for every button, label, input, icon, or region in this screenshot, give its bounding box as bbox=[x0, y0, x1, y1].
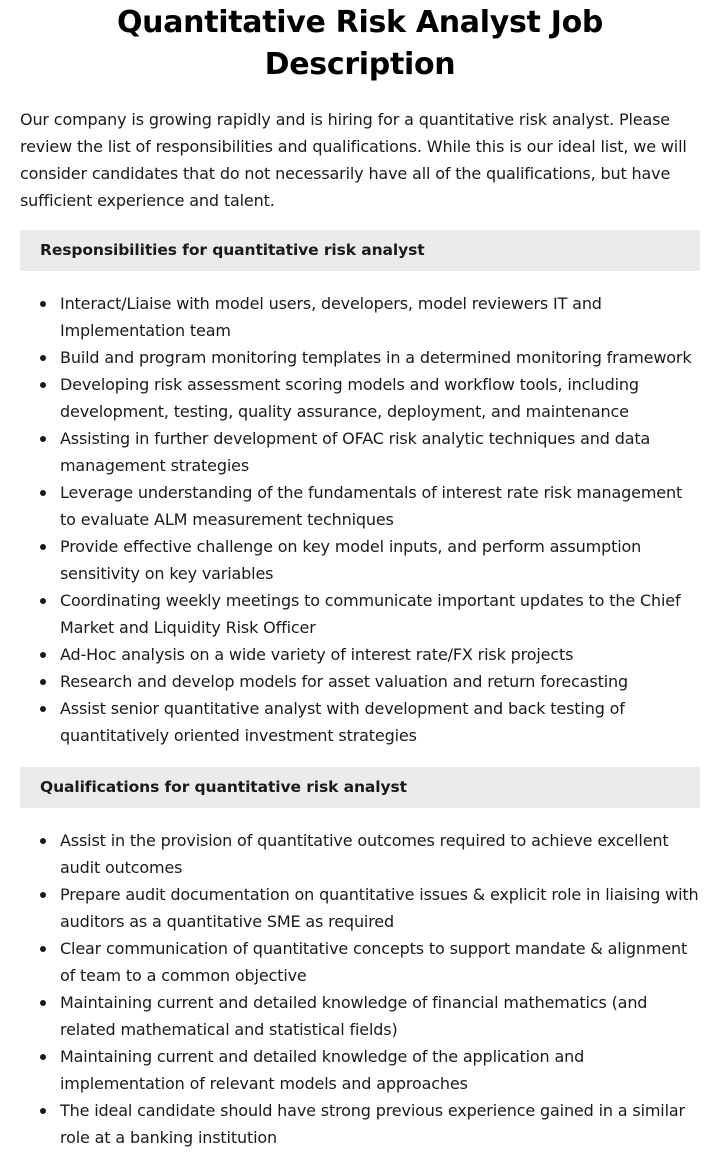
list-item-text: Build and program monitoring templates in a determined monitoring framework bbox=[60, 348, 692, 367]
qualifications-heading: Qualifications for quantitative risk analyst bbox=[20, 767, 700, 808]
bullet-icon bbox=[40, 544, 46, 550]
bullet-icon bbox=[40, 838, 46, 844]
list-item-text: The ideal candidate should have strong previous experience gained in a similar role at a banking institution bbox=[60, 1101, 685, 1147]
list-item-text: Maintaining current and detailed knowledge of the application and implementation of relevant models and approaches bbox=[60, 1047, 585, 1093]
list-item bbox=[20, 827, 700, 881]
bullet-icon bbox=[40, 946, 46, 952]
list-item bbox=[20, 881, 700, 935]
bullet-icon bbox=[40, 1000, 46, 1006]
bullet-icon bbox=[40, 679, 46, 685]
list-item bbox=[20, 989, 700, 1043]
responsibilities-heading: Responsibilities for quantitative risk analyst bbox=[20, 230, 700, 271]
list-item bbox=[20, 344, 700, 371]
list-item bbox=[20, 587, 700, 641]
list-item-text: Maintaining current and detailed knowledge of financial mathematics (and related mathematical and statistical fields) bbox=[60, 993, 648, 1039]
bullet-icon bbox=[40, 301, 46, 307]
list-item bbox=[20, 425, 700, 479]
bullet-icon bbox=[40, 1108, 46, 1114]
intro-paragraph: Our company is growing rapidly and is hiring for a quantitative risk analyst. Please review the list of responsibilities and qualifications. While this is our ideal list, we will consider candidates that do not necessarily have all of the qualifications, but have sufficient experience and talent. bbox=[20, 110, 687, 210]
responsibilities-list bbox=[20, 290, 700, 749]
bullet-icon bbox=[40, 706, 46, 712]
list-item bbox=[20, 290, 700, 344]
bullet-icon bbox=[40, 382, 46, 388]
list-item bbox=[20, 1043, 700, 1097]
list-item-text: Provide effective challenge on key model inputs, and perform assumption sensitivity on key variables bbox=[60, 537, 642, 583]
bullet-icon bbox=[40, 490, 46, 496]
list-item-text: Ad-Hoc analysis on a wide variety of interest rate/FX risk projects bbox=[60, 645, 574, 664]
bullet-icon bbox=[40, 598, 46, 604]
list-item bbox=[20, 371, 700, 425]
list-item bbox=[20, 935, 700, 989]
list-item bbox=[20, 668, 700, 695]
list-item-text: Research and develop models for asset valuation and return forecasting bbox=[60, 672, 629, 691]
list-item-text: Coordinating weekly meetings to communicate important updates to the Chief Market and Liquidity Risk Officer bbox=[60, 591, 681, 637]
bullet-icon bbox=[40, 892, 46, 898]
list-item-text: Assisting in further development of OFAC risk analytic techniques and data management strategies bbox=[60, 429, 651, 475]
list-item-text: Assist in the provision of quantitative outcomes required to achieve excellent audit outcomes bbox=[60, 831, 669, 877]
list-item bbox=[20, 695, 700, 749]
list-item-text: Clear communication of quantitative concepts to support mandate & alignment of team to a common objective bbox=[60, 939, 688, 985]
bullet-icon bbox=[40, 355, 46, 361]
list-item-text: Developing risk assessment scoring models and workflow tools, including development, testing, quality assurance, deployment, and maintenance bbox=[60, 375, 639, 421]
qualifications-list bbox=[20, 827, 700, 1151]
list-item bbox=[20, 533, 700, 587]
list-item bbox=[20, 1097, 700, 1151]
list-item-text: Assist senior quantitative analyst with development and back testing of quantitatively oriented investment strategies bbox=[60, 699, 625, 745]
list-item-text: Prepare audit documentation on quantitative issues & explicit role in liaising with auditors as a quantitative SME as required bbox=[60, 885, 699, 931]
list-item-text: Leverage understanding of the fundamentals of interest rate risk management to evaluate ALM measurement techniques bbox=[60, 483, 683, 529]
bullet-icon bbox=[40, 436, 46, 442]
list-item-text: Interact/Liaise with model users, developers, model reviewers IT and Implementation team bbox=[60, 294, 602, 340]
bullet-icon bbox=[40, 1054, 46, 1060]
page-title: Quantitative Risk Analyst Job Description bbox=[116, 5, 604, 82]
list-item bbox=[20, 641, 700, 668]
list-item bbox=[20, 479, 700, 533]
bullet-icon bbox=[40, 652, 46, 658]
